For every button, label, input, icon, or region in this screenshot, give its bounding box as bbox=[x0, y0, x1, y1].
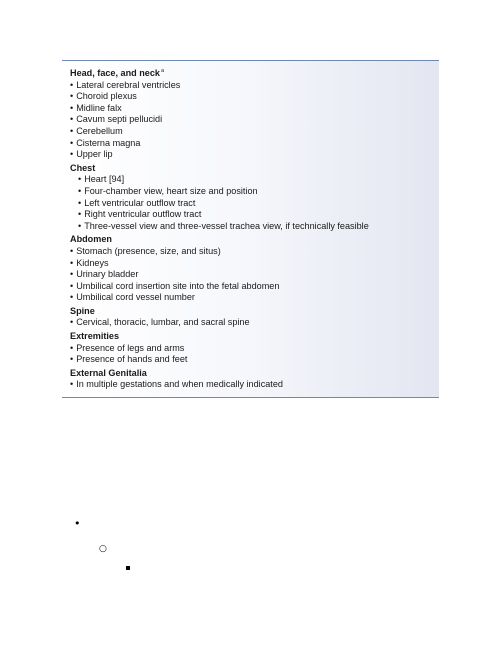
footnote-mark: a bbox=[160, 68, 165, 74]
section-title-text: External Genitalia bbox=[70, 367, 147, 378]
list-item-text: Cerebellum bbox=[76, 125, 123, 136]
empty-bullet-level-3 bbox=[126, 566, 130, 570]
section-title-text: Extremities bbox=[70, 331, 120, 342]
list-item bbox=[70, 186, 439, 198]
list-item bbox=[70, 114, 439, 126]
list-item-text: Four-chamber view, heart size and position bbox=[84, 185, 258, 196]
section-title-text: Abdomen bbox=[70, 234, 112, 245]
list-item bbox=[70, 354, 439, 366]
bullet-icon: • bbox=[70, 91, 74, 102]
bullet-icon: • bbox=[70, 317, 74, 328]
bullet-icon: • bbox=[70, 125, 74, 136]
list-item bbox=[70, 149, 439, 161]
list-item-text: Midline falx bbox=[76, 102, 122, 113]
list-item bbox=[70, 317, 439, 329]
section-title bbox=[70, 66, 439, 80]
bullet-icon: • bbox=[70, 354, 74, 365]
bullet-icon: • bbox=[70, 269, 74, 280]
list-item-text: Presence of hands and feet bbox=[76, 354, 188, 365]
bullet-icon: • bbox=[70, 280, 74, 291]
bullet-icon: • bbox=[78, 174, 82, 185]
bullet-icon: • bbox=[78, 185, 82, 196]
bullet-icon: • bbox=[78, 220, 82, 231]
list-item-text: Right ventricular outflow tract bbox=[84, 209, 202, 220]
section-title-text: Head, face, and neck bbox=[70, 68, 160, 78]
list-item bbox=[70, 269, 439, 281]
bullet-icon: • bbox=[70, 102, 74, 113]
list-item-text: In multiple gestations and when medically indicated bbox=[76, 379, 283, 390]
list-item-text: Cervical, thoracic, lumbar, and sacral spine bbox=[76, 317, 250, 328]
section-title bbox=[70, 234, 439, 246]
list-item bbox=[70, 91, 439, 103]
section-title-text: Spine bbox=[70, 305, 95, 316]
section-title bbox=[70, 163, 439, 175]
bullet-icon: • bbox=[78, 197, 82, 208]
bullet-icon: • bbox=[70, 379, 74, 390]
bullet-icon: • bbox=[70, 245, 74, 256]
list-item bbox=[70, 379, 439, 391]
bullet-icon: • bbox=[70, 79, 74, 90]
list-item-text: Stomach (presence, size, and situs) bbox=[76, 245, 221, 256]
bullet-icon: • bbox=[70, 114, 74, 125]
anatomy-checklist-table bbox=[62, 60, 439, 398]
list-item-text: Choroid plexus bbox=[76, 91, 137, 102]
list-item-text: Three-vessel view and three-vessel trachea view, if technically feasible bbox=[84, 220, 369, 231]
list-item bbox=[70, 246, 439, 258]
list-item bbox=[70, 343, 439, 355]
empty-bullet-level-2: ○ bbox=[99, 544, 107, 554]
list-item-text: Umbilical cord insertion site into the fetal abdomen bbox=[76, 280, 280, 291]
list-item bbox=[70, 103, 439, 115]
list-item bbox=[70, 80, 439, 92]
section-title-text: Chest bbox=[70, 162, 96, 173]
list-item bbox=[70, 292, 439, 304]
list-item-text: Heart [94] bbox=[84, 174, 125, 185]
list-item-text: Lateral cerebral ventricles bbox=[76, 79, 181, 90]
section-title bbox=[70, 368, 439, 380]
list-item bbox=[70, 281, 439, 293]
list-item bbox=[70, 138, 439, 150]
list-item-text: Left ventricular outflow tract bbox=[84, 197, 196, 208]
bullet-icon: • bbox=[70, 137, 74, 148]
list-item-text: Upper lip bbox=[76, 149, 113, 160]
bullet-icon: • bbox=[78, 209, 82, 220]
list-item bbox=[70, 258, 439, 270]
bullet-icon: • bbox=[70, 342, 74, 353]
list-item-text: Presence of legs and arms bbox=[76, 342, 185, 353]
list-item bbox=[70, 209, 439, 221]
bullet-icon: • bbox=[70, 257, 74, 268]
bullet-icon: • bbox=[70, 292, 74, 303]
list-item bbox=[70, 198, 439, 210]
bullet-icon: • bbox=[70, 149, 74, 160]
empty-bullet-level-1: • bbox=[74, 517, 81, 530]
list-item bbox=[70, 221, 439, 233]
list-item bbox=[70, 174, 439, 186]
list-item-text: Cavum septi pellucidi bbox=[76, 114, 163, 125]
section-title bbox=[70, 331, 439, 343]
list-item bbox=[70, 126, 439, 138]
list-item-text: Cisterna magna bbox=[76, 137, 141, 148]
list-item-text: Umbilical cord vessel number bbox=[76, 292, 195, 303]
section-title bbox=[70, 306, 439, 318]
list-item-text: Urinary bladder bbox=[76, 269, 139, 280]
list-item-text: Kidneys bbox=[76, 257, 109, 268]
